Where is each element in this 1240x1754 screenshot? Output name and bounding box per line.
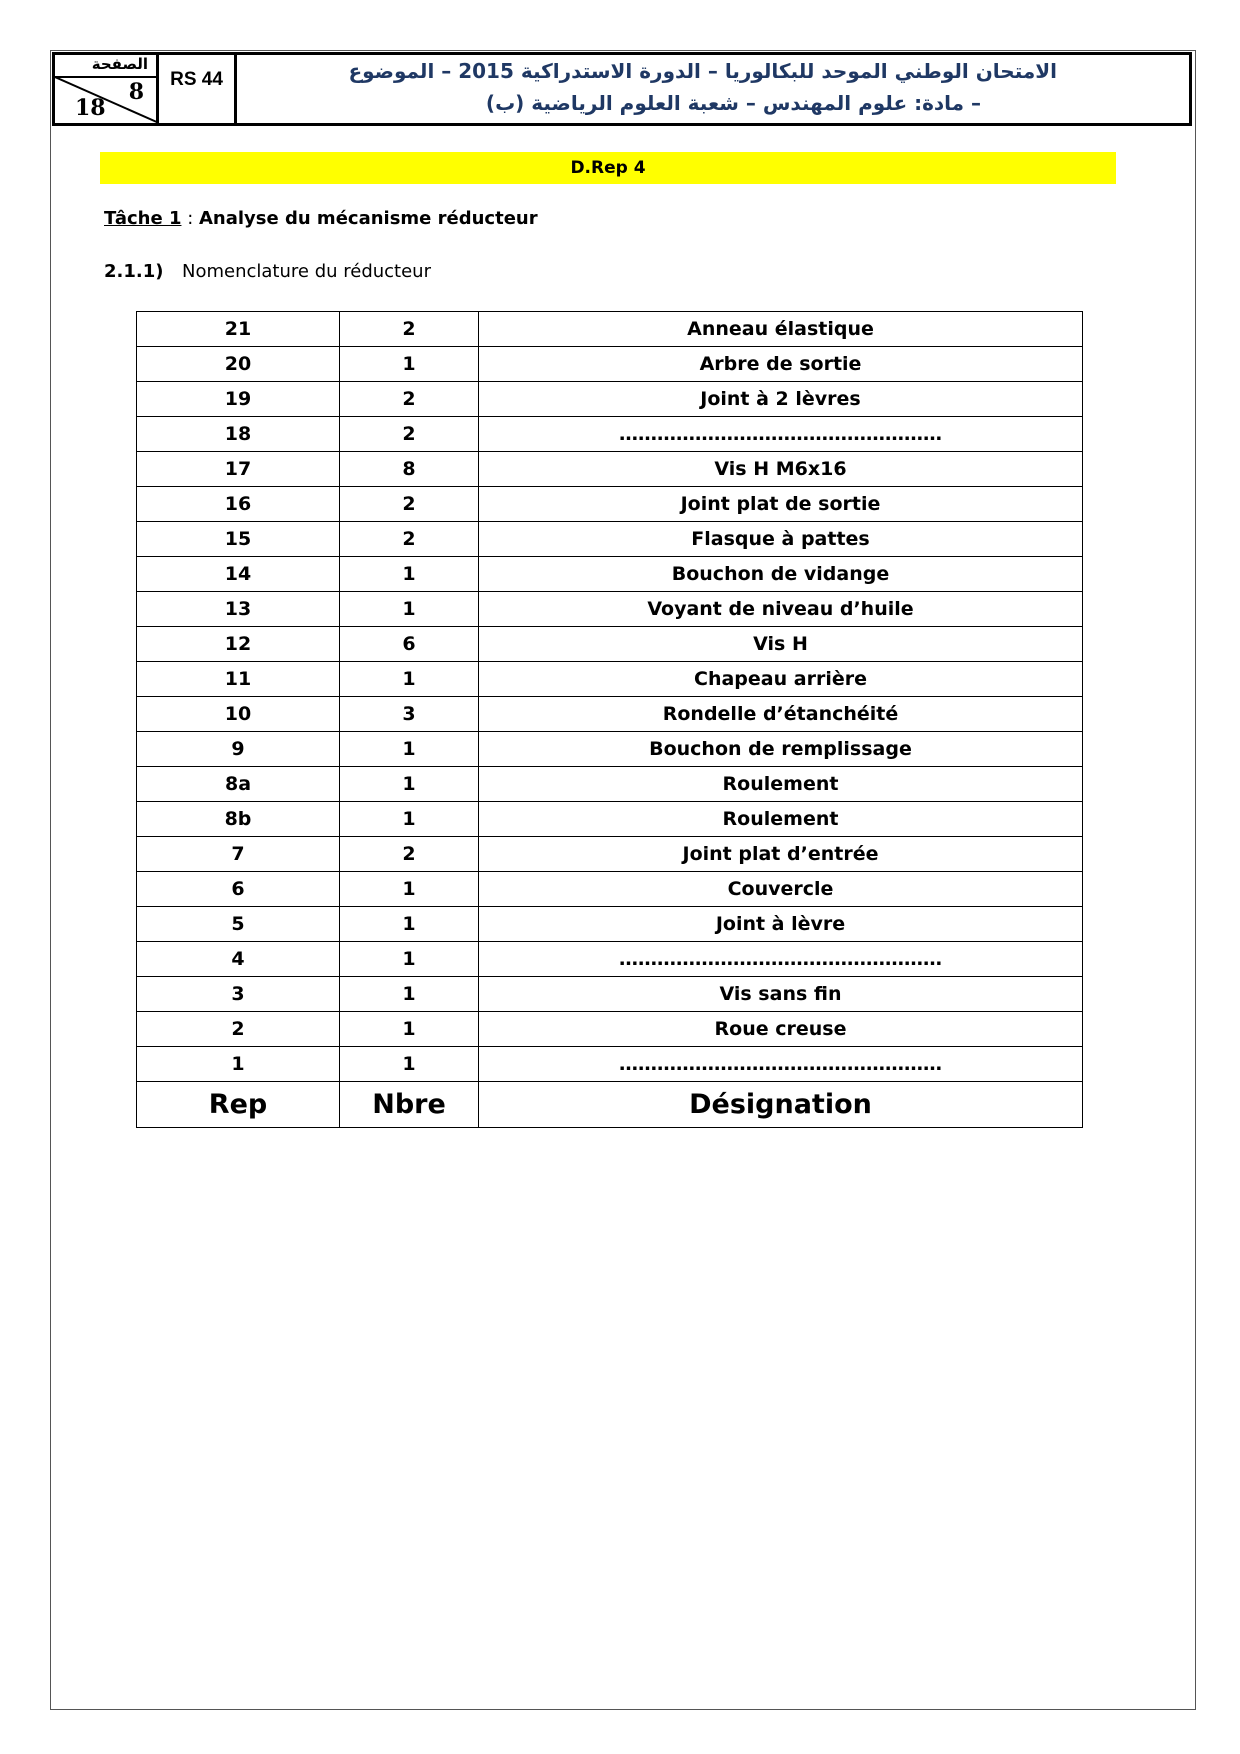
table-row bbox=[137, 1012, 1083, 1047]
designation-cell: Arbre de sortie bbox=[479, 347, 1083, 382]
designation-cell: Anneau élastique bbox=[479, 312, 1083, 347]
nbre-cell: 1 bbox=[340, 347, 479, 382]
rep-cell: 8b bbox=[137, 802, 340, 837]
designation-cell: Joint à lèvre bbox=[479, 907, 1083, 942]
rep-cell: 1 bbox=[137, 1047, 340, 1082]
rep-cell: 17 bbox=[137, 452, 340, 487]
exam-header bbox=[52, 52, 1192, 126]
designation-cell: Bouchon de vidange bbox=[479, 557, 1083, 592]
table-row bbox=[137, 592, 1083, 627]
table-row bbox=[137, 942, 1083, 977]
page-label: الصفحة bbox=[91, 55, 148, 73]
section-title: Nomenclature du réducteur bbox=[182, 261, 431, 282]
table-row bbox=[137, 802, 1083, 837]
designation-cell: …………………………………………… bbox=[479, 417, 1083, 452]
designation-cell: Bouchon de remplissage bbox=[479, 732, 1083, 767]
table-row bbox=[137, 977, 1083, 1012]
designation-cell: Voyant de niveau d’huile bbox=[479, 592, 1083, 627]
nbre-cell: 1 bbox=[340, 662, 479, 697]
table-row bbox=[137, 627, 1083, 662]
table-header-row bbox=[137, 1082, 1083, 1128]
rep-cell: 6 bbox=[137, 872, 340, 907]
nbre-cell: 2 bbox=[340, 417, 479, 452]
nbre-cell: 2 bbox=[340, 837, 479, 872]
exam-code: RS 44 bbox=[159, 55, 237, 123]
nbre-cell: 2 bbox=[340, 522, 479, 557]
page-total: 18 bbox=[75, 95, 106, 121]
table-row bbox=[137, 312, 1083, 347]
designation-cell: Couvercle bbox=[479, 872, 1083, 907]
designation-cell: …………………………………………… bbox=[479, 942, 1083, 977]
table-row bbox=[137, 907, 1083, 942]
nbre-cell: 2 bbox=[340, 382, 479, 417]
designation-cell: Joint plat d’entrée bbox=[479, 837, 1083, 872]
rep-cell: 9 bbox=[137, 732, 340, 767]
table-row bbox=[137, 522, 1083, 557]
header-designation: Désignation bbox=[479, 1082, 1083, 1128]
table-row bbox=[137, 697, 1083, 732]
table-row bbox=[137, 872, 1083, 907]
nbre-cell: 1 bbox=[340, 907, 479, 942]
table-row bbox=[137, 767, 1083, 802]
task-separator: : bbox=[181, 208, 199, 229]
nomenclature-body bbox=[137, 312, 1083, 1128]
task-title: Analyse du mécanisme réducteur bbox=[198, 208, 538, 229]
page-number: 8 bbox=[128, 79, 144, 105]
nbre-cell: 1 bbox=[340, 557, 479, 592]
table-row bbox=[137, 417, 1083, 452]
designation-cell: …………………………………………… bbox=[479, 1047, 1083, 1082]
rep-cell: 15 bbox=[137, 522, 340, 557]
designation-cell: Joint plat de sortie bbox=[479, 487, 1083, 522]
nbre-cell: 1 bbox=[340, 732, 479, 767]
rep-cell: 10 bbox=[137, 697, 340, 732]
table-row bbox=[137, 557, 1083, 592]
nbre-cell: 1 bbox=[340, 872, 479, 907]
designation-cell: Rondelle d’étanchéité bbox=[479, 697, 1083, 732]
nbre-cell: 1 bbox=[340, 1047, 479, 1082]
rep-cell: 19 bbox=[137, 382, 340, 417]
exam-title-line2: – مادة: علوم المهندس – شعبة العلوم الرياضية (ب) bbox=[485, 91, 981, 115]
rep-cell: 12 bbox=[137, 627, 340, 662]
nbre-cell: 1 bbox=[340, 942, 479, 977]
designation-cell: Roulement bbox=[479, 767, 1083, 802]
rep-cell: 13 bbox=[137, 592, 340, 627]
table-row bbox=[137, 487, 1083, 522]
table-row bbox=[137, 452, 1083, 487]
rep-cell: 11 bbox=[137, 662, 340, 697]
rep-cell: 3 bbox=[137, 977, 340, 1012]
document-banner: D.Rep 4 bbox=[100, 152, 1116, 184]
table-row bbox=[137, 837, 1083, 872]
table-row bbox=[137, 662, 1083, 697]
rep-cell: 2 bbox=[137, 1012, 340, 1047]
designation-cell: Roulement bbox=[479, 802, 1083, 837]
exam-title bbox=[237, 55, 1189, 123]
header-rep: Rep bbox=[137, 1082, 340, 1128]
designation-cell: Vis sans fin bbox=[479, 977, 1083, 1012]
nbre-cell: 3 bbox=[340, 697, 479, 732]
nbre-cell: 2 bbox=[340, 312, 479, 347]
nbre-cell: 1 bbox=[340, 802, 479, 837]
designation-cell: Chapeau arrière bbox=[479, 662, 1083, 697]
nbre-cell: 1 bbox=[340, 592, 479, 627]
table-row bbox=[137, 382, 1083, 417]
rep-cell: 20 bbox=[137, 347, 340, 382]
nbre-cell: 6 bbox=[340, 627, 479, 662]
designation-cell: Roue creuse bbox=[479, 1012, 1083, 1047]
nbre-cell: 1 bbox=[340, 1012, 479, 1047]
designation-cell: Joint à 2 lèvres bbox=[479, 382, 1083, 417]
table-row bbox=[137, 1047, 1083, 1082]
nbre-cell: 8 bbox=[340, 452, 479, 487]
nbre-cell: 1 bbox=[340, 977, 479, 1012]
header-nbre: Nbre bbox=[340, 1082, 479, 1128]
exam-title-line1: الامتحان الوطني الموحد للبكالوريا – الدورة الاستدراكية 2015 – الموضوع bbox=[348, 59, 1057, 83]
section-number: 2.1.1) bbox=[104, 261, 164, 282]
table-row bbox=[137, 732, 1083, 767]
nbre-cell: 2 bbox=[340, 487, 479, 522]
rep-cell: 5 bbox=[137, 907, 340, 942]
task-heading bbox=[104, 208, 538, 229]
table-row bbox=[137, 347, 1083, 382]
nomenclature-table bbox=[136, 311, 1083, 1128]
page-counter bbox=[55, 55, 159, 123]
section-heading bbox=[104, 261, 431, 282]
rep-cell: 14 bbox=[137, 557, 340, 592]
rep-cell: 4 bbox=[137, 942, 340, 977]
rep-cell: 8a bbox=[137, 767, 340, 802]
designation-cell: Flasque à pattes bbox=[479, 522, 1083, 557]
rep-cell: 18 bbox=[137, 417, 340, 452]
task-label: Tâche 1 bbox=[104, 208, 182, 229]
rep-cell: 21 bbox=[137, 312, 340, 347]
designation-cell: Vis H bbox=[479, 627, 1083, 662]
designation-cell: Vis H M6x16 bbox=[479, 452, 1083, 487]
rep-cell: 16 bbox=[137, 487, 340, 522]
nbre-cell: 1 bbox=[340, 767, 479, 802]
rep-cell: 7 bbox=[137, 837, 340, 872]
